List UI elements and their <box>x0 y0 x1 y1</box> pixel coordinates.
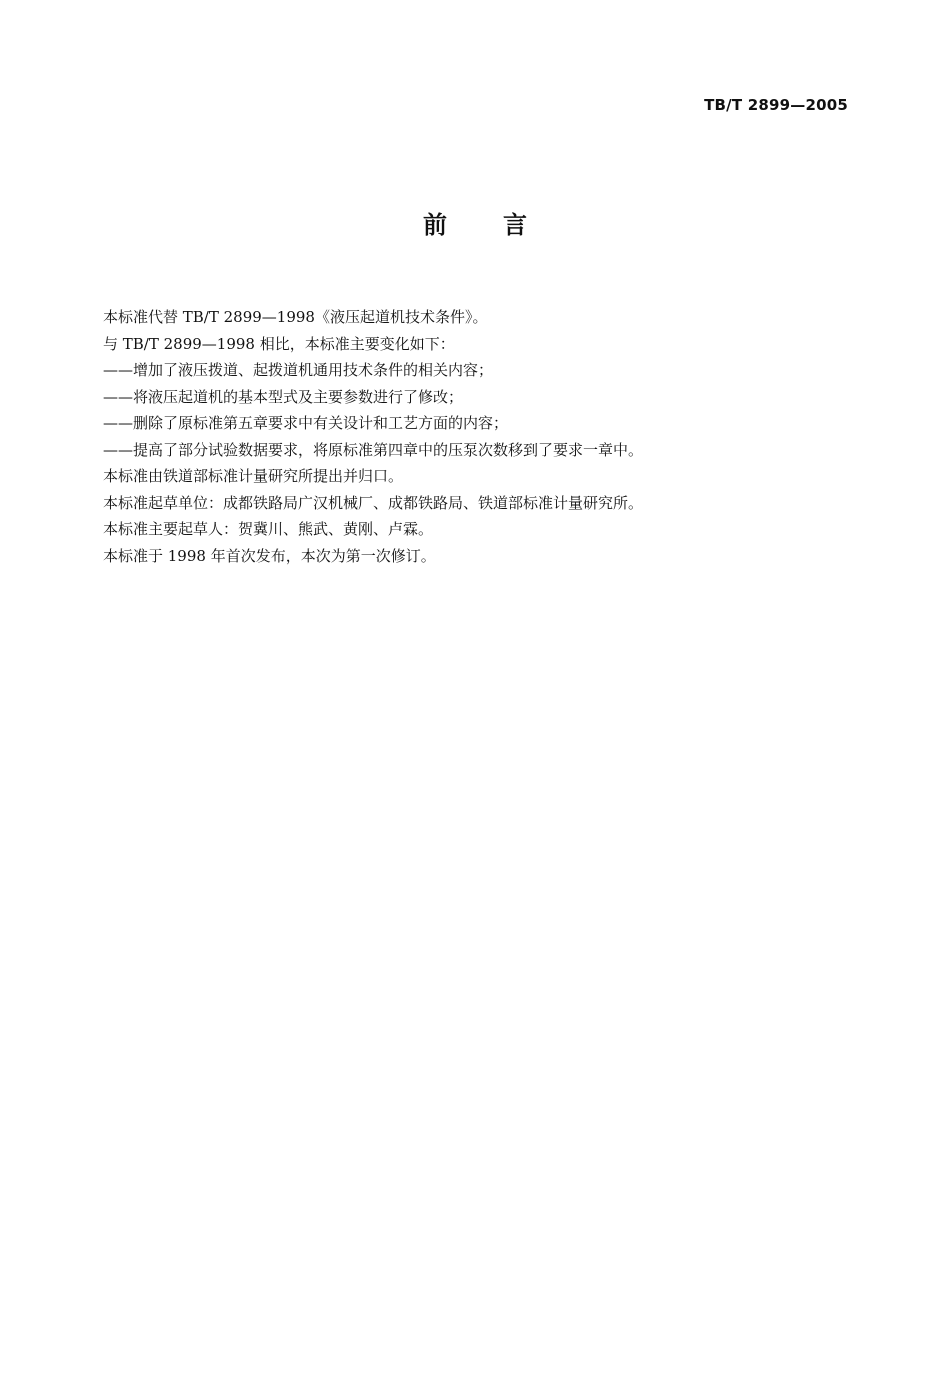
page-title: 前言 <box>423 211 583 239</box>
list-item-change-3: ——删除了原标准第五章要求中有关设计和工艺方面的内容； <box>103 414 509 432</box>
list-item-change-4: ——提高了部分试验数据要求，将原标准第四章中的压泵次数移到了要求一章中。 <box>103 440 644 459</box>
paragraph-drafters: 本标准主要起草人：贺冀川、熊武、黄刚、卢霖。 <box>103 520 434 538</box>
paragraph-proposer: 本标准由铁道部标准计量研究所提出并归口。 <box>103 467 404 485</box>
list-item-change-2: ——将液压起道机的基本型式及主要参数进行了修改； <box>103 387 464 406</box>
paragraph-changes-intro: 与 TB/T 2899—1998 相比，本标准主要变化如下： <box>103 334 455 353</box>
list-item-change-1: ——增加了液压拨道、起拨道机通用技术条件的相关内容； <box>103 361 494 379</box>
foreword-body <box>103 304 863 569</box>
standard-code: TB/T 2899—2005 <box>704 96 848 114</box>
paragraph-history: 本标准于 1998 年首次发布，本次为第一次修订。 <box>103 546 436 565</box>
paragraph-replaces: 本标准代替 TB/T 2899—1998《液压起道机技术条件》。 <box>103 308 488 326</box>
paragraph-drafting-units: 本标准起草单位：成都铁路局广汉机械厂、成都铁路局、铁道部标准计量研究所。 <box>103 493 644 512</box>
